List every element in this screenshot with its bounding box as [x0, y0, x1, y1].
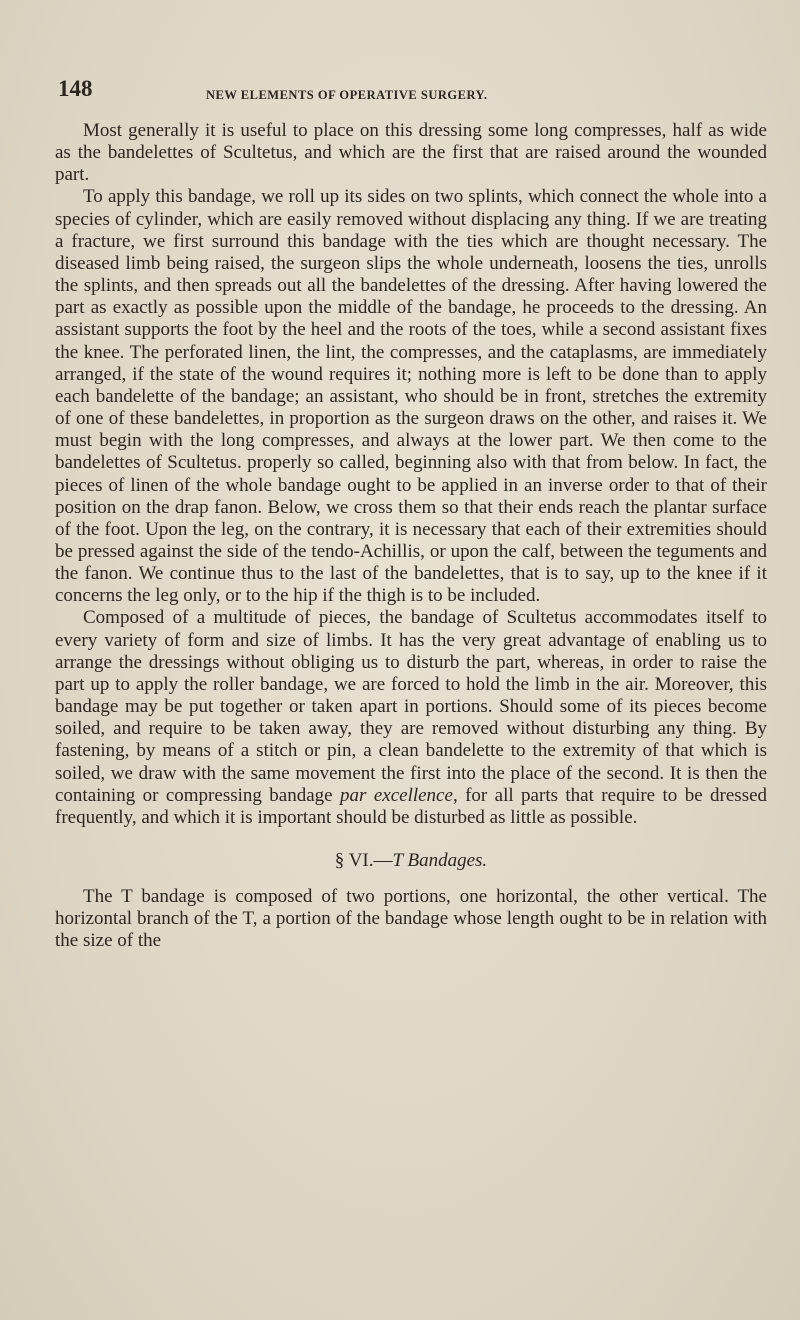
paragraph-2: To apply this bandage, we roll up its sides on two splints, which connect the whole into a species of cylinder, which are easily removed without displacing any thing. If we are treating a fracture, we first surround this bandage with the ties which are thought necessary. The diseased limb being raised, the surgeon slips the whole underneath, loosens the ties, unrolls the splints, and then spreads out all the bandelettes of the dressing. After having lowered the part as exactly as possible upon the middle of the bandage, he proceeds to the dressing. An assistant supports the foot by the heel and the roots of the toes, while a second assistant fixes the knee. The perforated linen, the lint, the compresses, and the cataplasms, are immediately arranged, if the state of the wound requires it; nothing more is left to be done than to apply each bandelette of the bandage; an assistant, who should be in front, stretches the extremity of one of these bandelettes, in proportion as the surgeon draws on the other, and raises it. We must begin with the long compresses, and always at the lower part. We then come to the bandelettes of Scultetus. properly so called, beginning also with that from below. In fact, the pieces of linen of the whole bandage ought to be applied in an inverse order to that of their position on the drap fanon. Below, we cross them so that their ends reach the plantar surface of the foot. Upon the leg, on the contrary, it is necessary that each of their extremities should be pressed against the side of the tendo-Achillis, or upon the calf, between the teguments and the fanon. We continue thus to the last of the bandelettes, that is to say, up to the knee if it concerns the leg only, or to the hip if the thigh is to be included.	[55, 186, 767, 607]
paragraph-3	[55, 607, 767, 829]
paragraph-4: The T bandage is composed of two portions, one horizontal, the other vertical. The horizontal branch of the T, a portion of the bandage whose length ought to be in relation with the size of the	[55, 886, 767, 952]
paragraph-1: Most generally it is useful to place on this dressing some long compresses, half as wide as the bandelettes of Scultetus, and which are the first that are raised around the wounded part.	[55, 120, 767, 186]
body-text	[55, 120, 767, 953]
running-title: NEW ELEMENTS OF OPERATIVE SURGERY.	[206, 88, 488, 102]
running-head	[58, 76, 758, 106]
page-number: 148	[58, 76, 93, 101]
italic-phrase: par excellence	[340, 784, 453, 806]
paragraph-3-end: , for all parts that require to be dressed frequently, and which it is important should be disturbed as little as possible.	[55, 784, 768, 828]
section-title: T Bandages.	[392, 850, 488, 871]
section-heading	[55, 850, 767, 872]
section-number: § VI.—	[334, 850, 393, 871]
paragraph-3-text: Composed of a multitude of pieces, the bandage of Scultetus accommodates itself to every variety of form and size of limbs. It has the very great advantage of enabling us to arrange the dressings without obliging us to disturb the part, whereas, in order to raise the part up to apply the roller bandage, we are forced to hold the limb in the air. Moreover, this bandage may be put together or taken apart in portions. Should some of its pieces become soiled, and require to be taken away, they are removed without disturbing any thing. By fastening, by means of a stitch or pin, a clean bandelette to the extremity of that which is soiled, we draw with the same movement the first into the place of the second. It is then the containing or compressing bandage	[55, 607, 767, 806]
